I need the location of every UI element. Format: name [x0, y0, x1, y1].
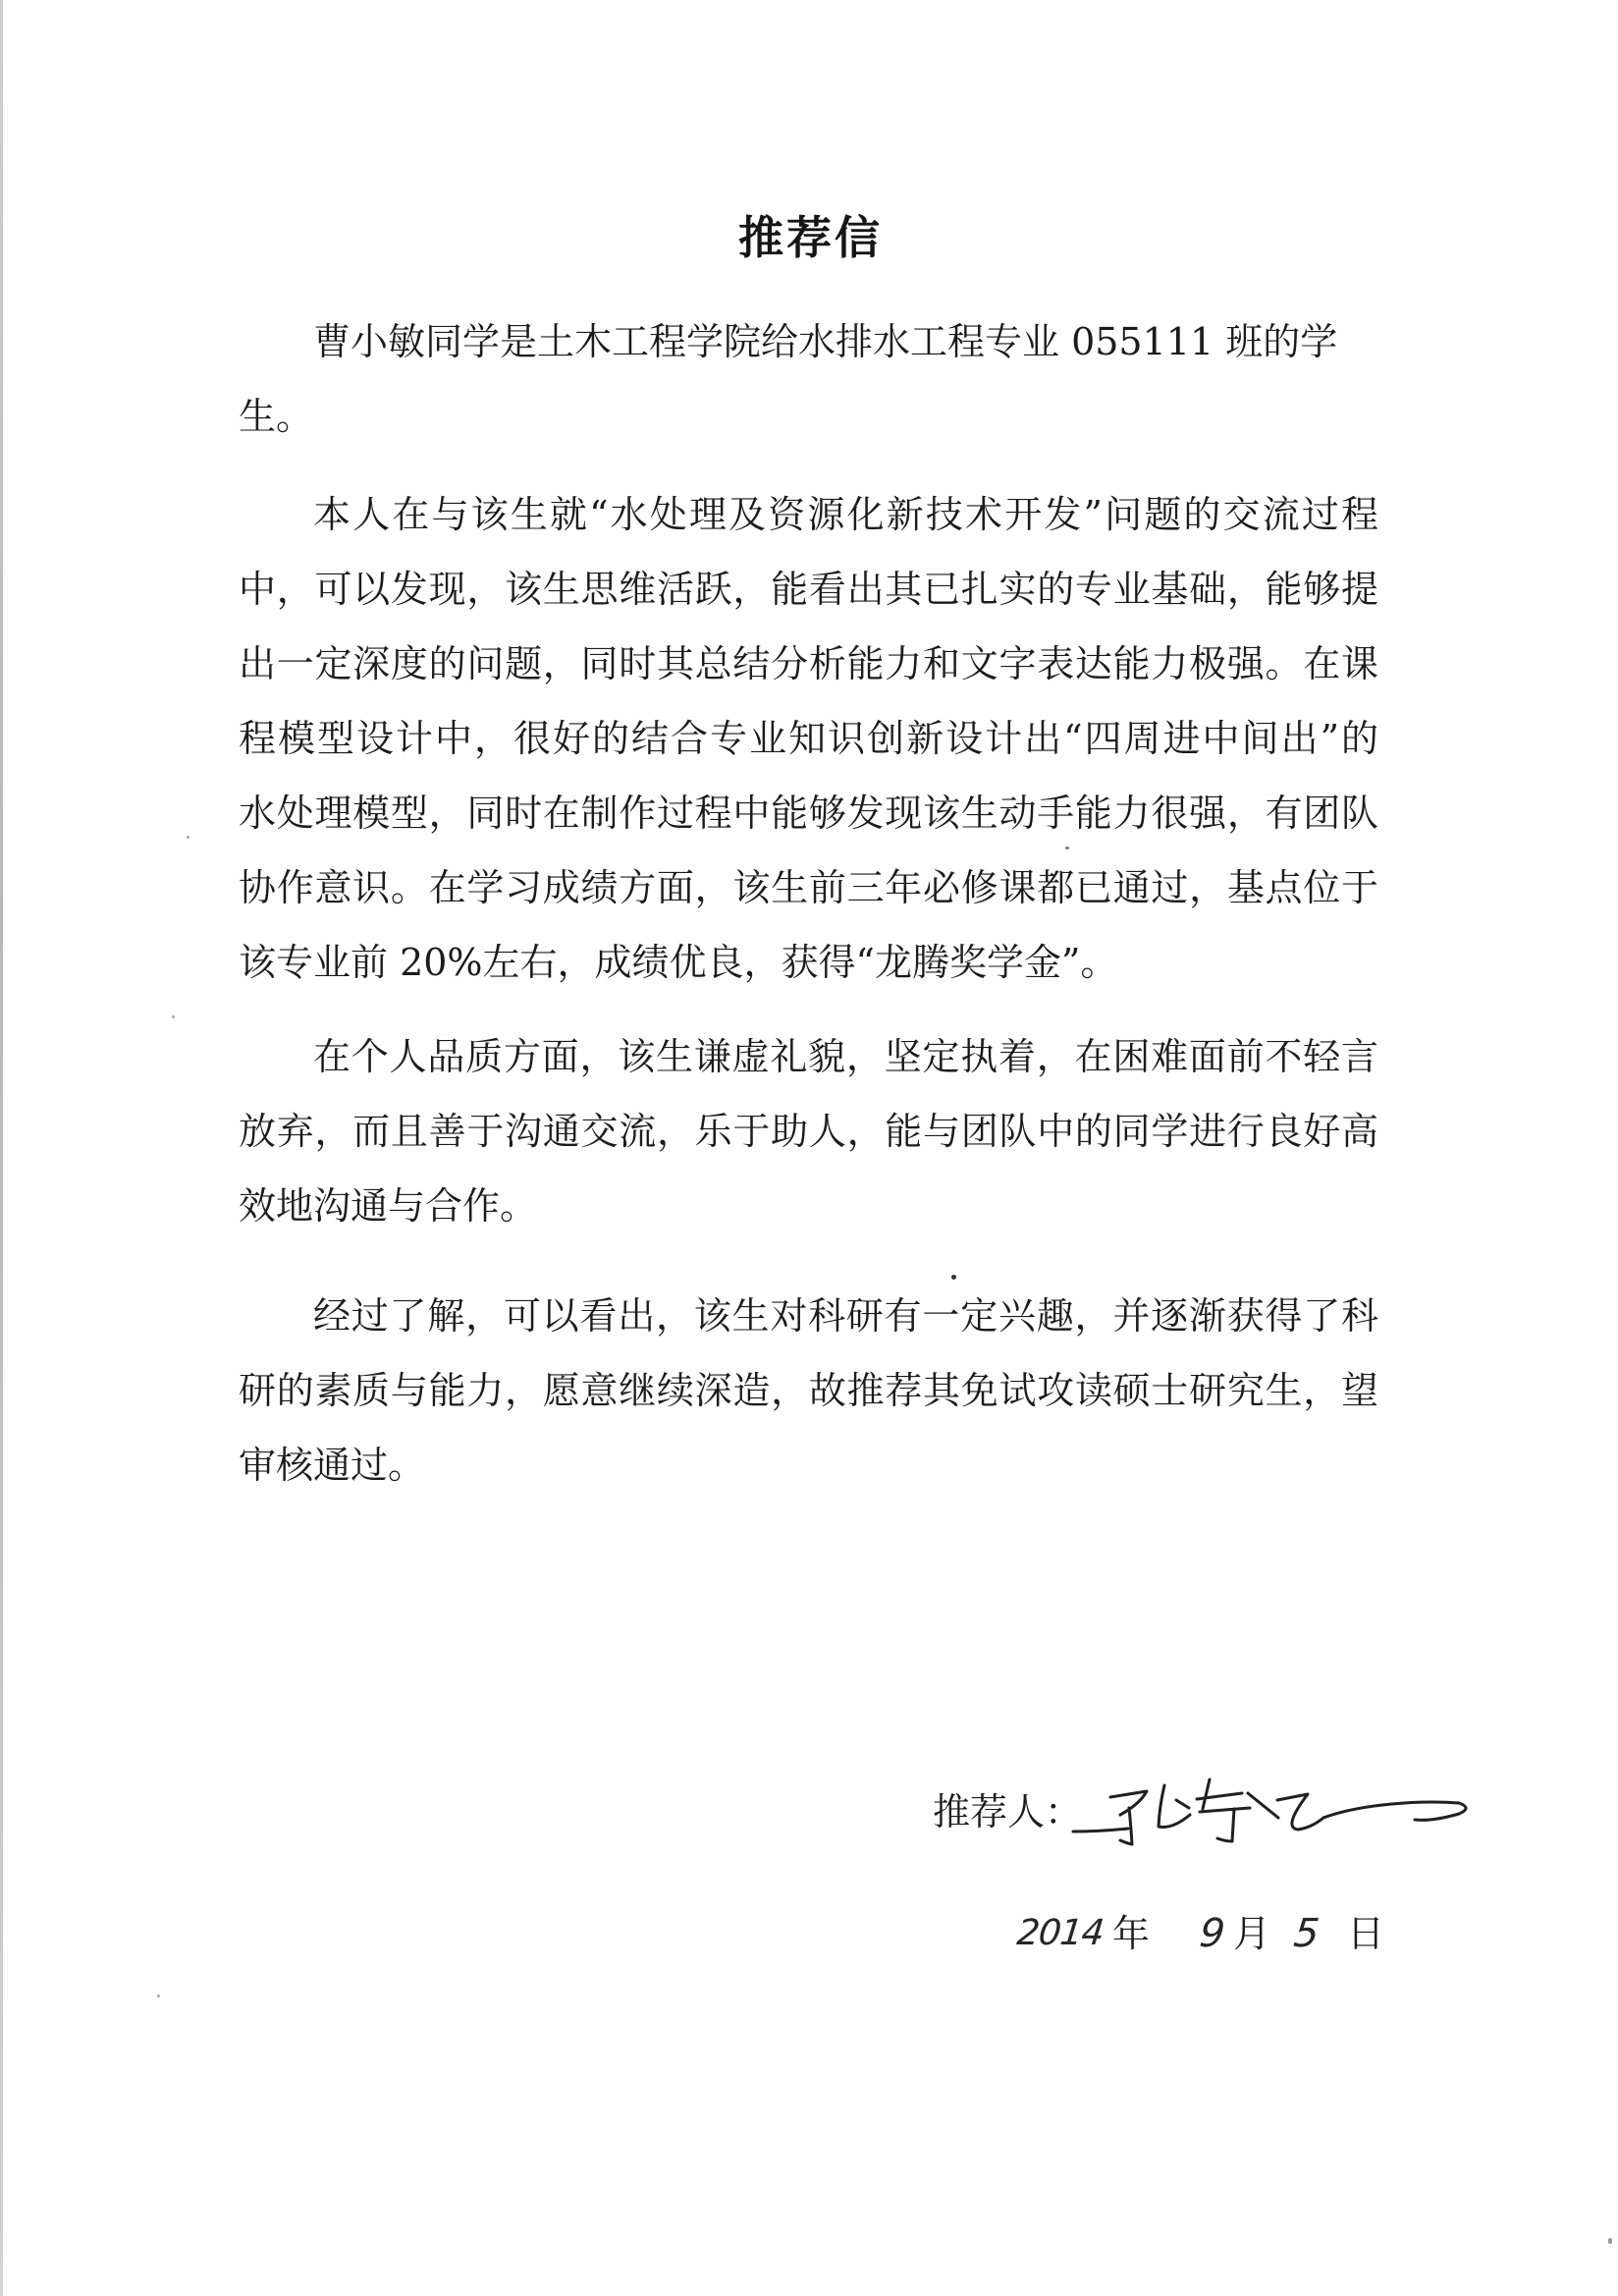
letter-title: 推荐信: [738, 211, 883, 264]
text-line: 经过了解，可以看出，该生对科研有一定兴趣，并逐渐获得了科: [313, 1294, 1378, 1338]
text-line: 该专业前 20%左右，成绩优良，获得“龙腾奖学金”。: [239, 941, 1118, 984]
text-line: 水处理模型，同时在制作过程中能够发现该生动手能力很强，有团队: [239, 792, 1378, 835]
date-year-unit: 年: [1112, 1912, 1151, 1955]
scan-speck: [1065, 847, 1069, 849]
date-day-unit: 日: [1347, 1912, 1385, 1955]
scan-speck: [187, 836, 189, 839]
text-line: 在个人品质方面，该生谦虚礼貌，坚定执着，在困难面前不轻言: [313, 1035, 1378, 1078]
paragraph-recommendation: [239, 1279, 1378, 1503]
text-line: 效地沟通与合作。: [239, 1184, 538, 1228]
text-line: 中，可以发现，该生思维活跃，能看出其已扎实的专业基础，能够提: [239, 568, 1378, 611]
text-line: 曹小敏同学是土木工程学院给水排水工程专业 055111 班的学: [313, 320, 1338, 363]
text-line: 审核通过。: [239, 1444, 426, 1487]
date-line: [0, 1896, 1618, 1971]
scan-speck: [1608, 2238, 1612, 2244]
text-line: 生。: [239, 395, 314, 438]
text-line: 放弃，而且善于沟通交流，乐于助人，能与团队中的同学进行良好高: [239, 1110, 1378, 1153]
text-line: 本人在与该生就“水处理及资源化新技术开发”问题的交流过程: [313, 493, 1378, 536]
date-day: 5: [1291, 1911, 1321, 1956]
paragraph-personal-quality: [239, 1019, 1378, 1243]
scan-speck: [951, 1275, 956, 1280]
paragraph-academic-ability: [239, 477, 1378, 1000]
scan-speck: [172, 1015, 175, 1018]
text-line: 程模型设计中，很好的结合专业知识创新设计出“四周进中间出”的: [239, 717, 1378, 760]
date-month: 9: [1197, 1911, 1227, 1956]
text-line: 出一定深度的问题，同时其总结分析能力和文字表达能力极强。在课: [239, 642, 1378, 685]
scan-speck: [157, 1995, 160, 1997]
date-month-unit: 月: [1233, 1912, 1271, 1955]
letter-body: [239, 304, 1378, 1503]
date-year: 2014: [1014, 1913, 1106, 1953]
signature-block: [933, 1775, 1483, 1849]
text-line: 研的素质与能力，愿意继续深造，故推荐其免试攻读硕士研究生，望: [239, 1369, 1378, 1412]
handwritten-signature: [1066, 1767, 1479, 1855]
text-line: 协作意识。在学习成绩方面，该生前三年必修课都已通过，基点位于: [239, 866, 1378, 909]
paragraph-student-intro: [239, 304, 1378, 454]
recommender-label: 推荐人：: [933, 1790, 1083, 1833]
